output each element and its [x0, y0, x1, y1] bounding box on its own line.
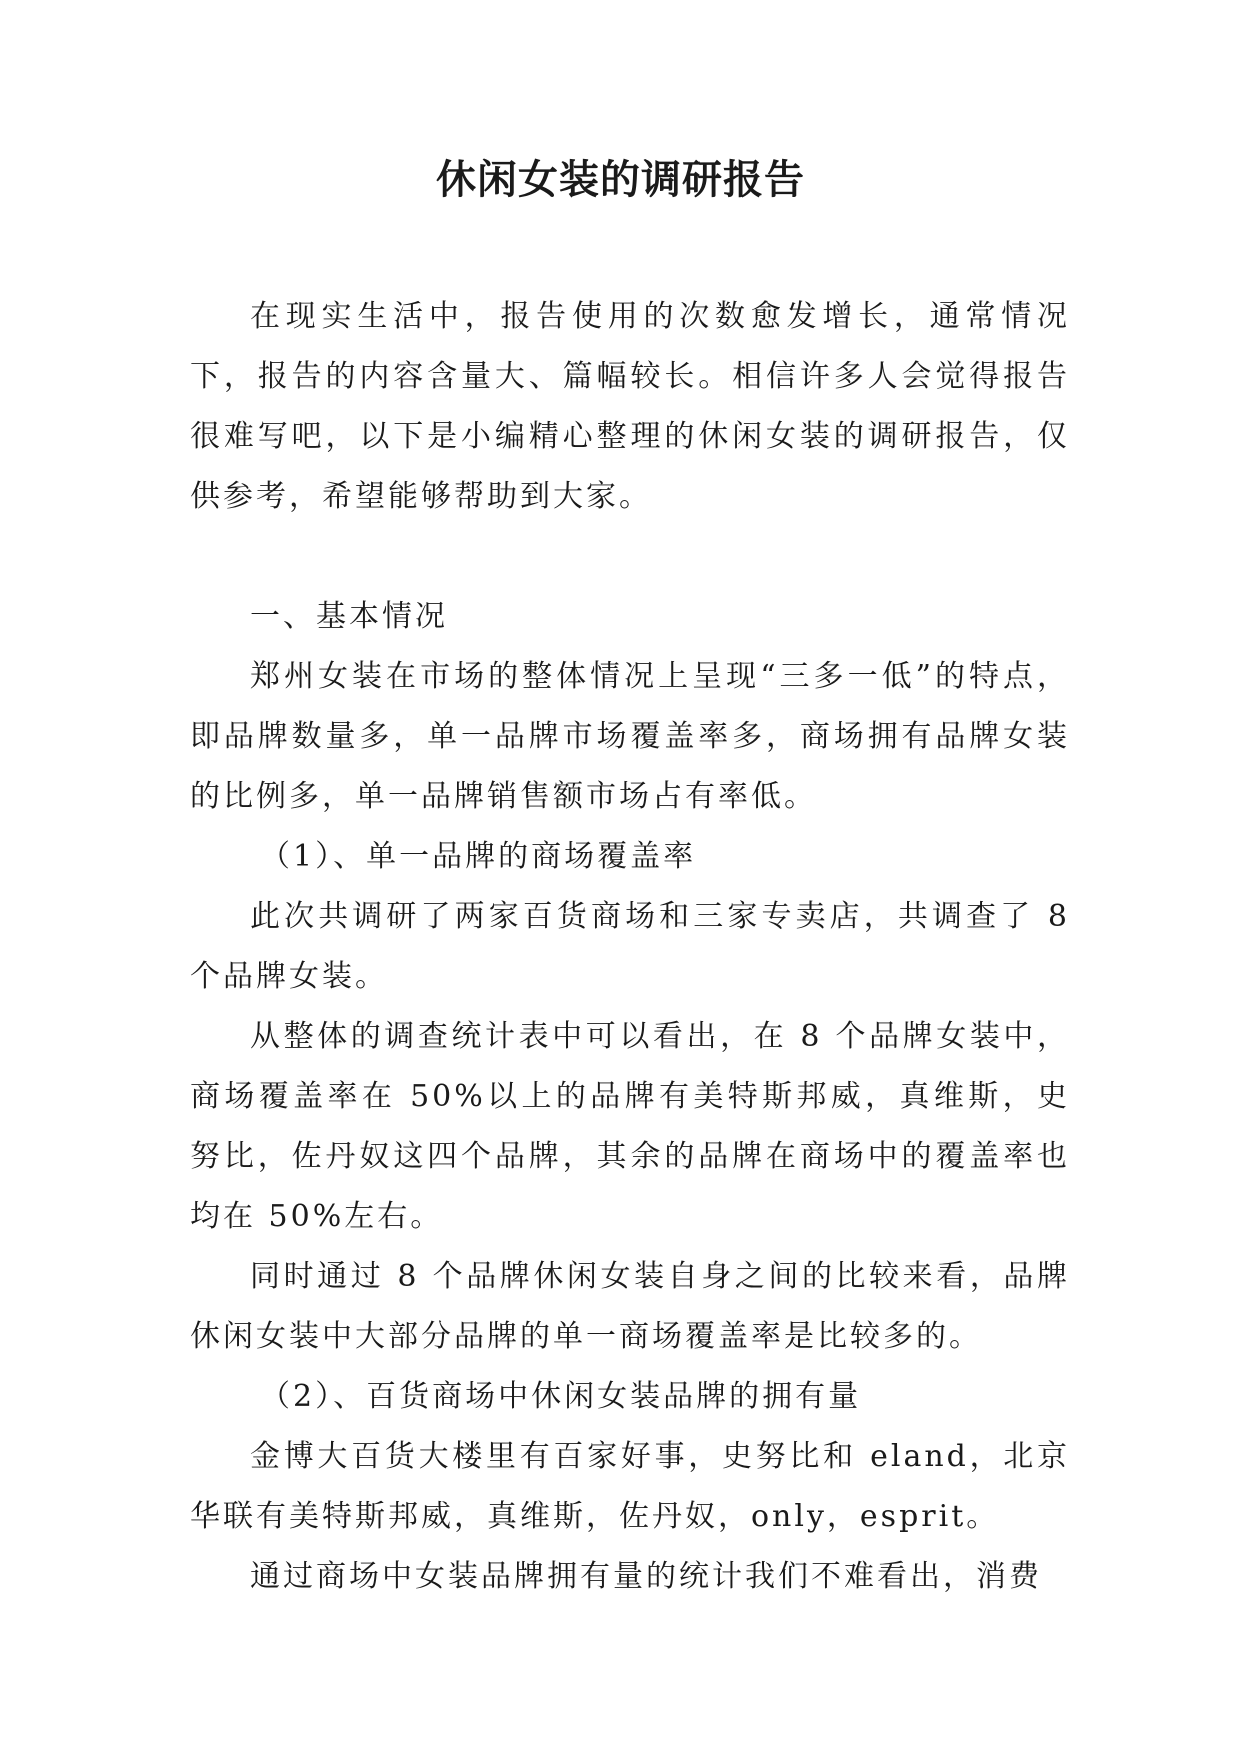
- intro-paragraph: 在现实生活中，报告使用的次数愈发增长，通常情况下，报告的内容含量大、篇幅较长。相信许多人会觉得报告很难写吧，以下是小编精心整理的休闲女装的调研报告，仅供参考，希望能够帮助到大家。: [190, 299, 1070, 514]
- paragraph-coverage-stats: 从整体的调查统计表中可以看出，在 8 个品牌女装中，商场覆盖率在 50%以上的品牌有美特斯邦威，真维斯，史努比，佐丹奴这四个品牌，其余的品牌在商场中的覆盖率也均在 50%左右。: [190, 1019, 1070, 1234]
- document-body: [190, 287, 1070, 1607]
- section-heading-basic: 一、基本情况: [250, 599, 448, 634]
- paragraph-brand-comparison: 同时通过 8 个品牌休闲女装自身之间的比较来看，品牌休闲女装中大部分品牌的单一商场覆盖率是比较多的。: [190, 1259, 1070, 1354]
- paragraph-survey-scope: 此次共调研了两家百货商场和三家专卖店，共调查了 8 个品牌女装。: [190, 899, 1070, 994]
- subheading-coverage: （1）、单一品牌的商场覆盖率: [260, 839, 697, 874]
- subheading-brand-count: （2）、百货商场中休闲女装品牌的拥有量: [260, 1379, 862, 1414]
- paragraph-conclusion: 通过商场中女装品牌拥有量的统计我们不难看出，消费: [250, 1559, 1042, 1594]
- paragraph-mall-brands: 金博大百货大楼里有百家好事，史努比和 eland，北京华联有美特斯邦威，真维斯，佐丹奴，only，esprit。: [190, 1439, 1070, 1534]
- paragraph-gap: [190, 527, 1070, 587]
- paragraph-overview: 郑州女装在市场的整体情况上呈现“三多一低”的特点，即品牌数量多，单一品牌市场覆盖率多，商场拥有品牌女装的比例多，单一品牌销售额市场占有率低。: [190, 659, 1070, 814]
- document-title: 休闲女装的调研报告: [436, 156, 805, 203]
